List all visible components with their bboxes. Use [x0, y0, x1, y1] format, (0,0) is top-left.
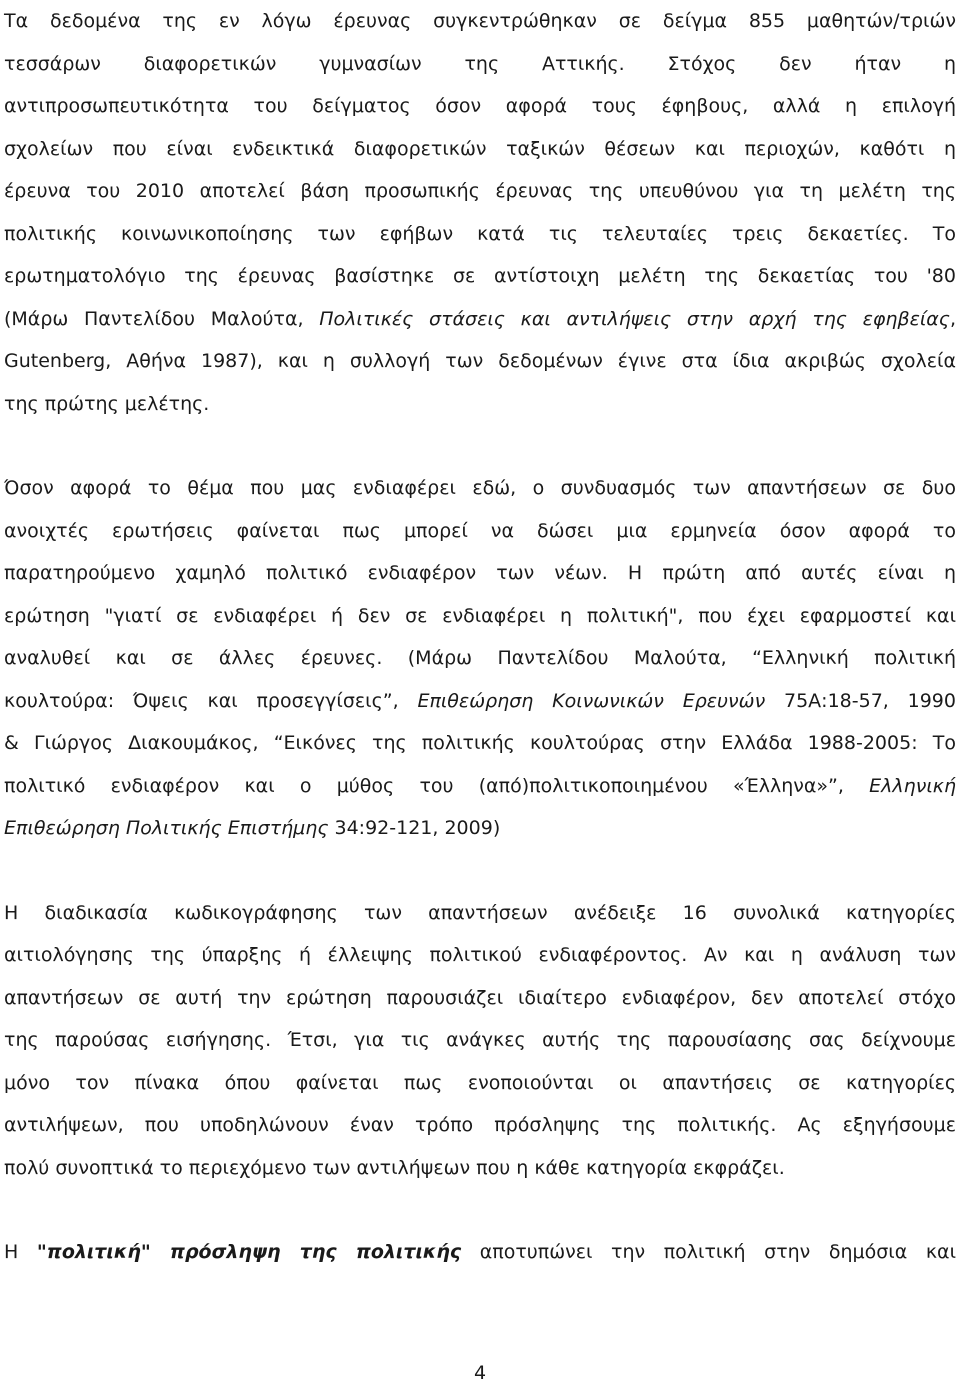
text-line: Gutenberg, Αθήνα 1987), και η συλλογή των δεδομένων έγινε στα ίδια ακριβώς σχολεία [4, 350, 956, 372]
paragraph-2 [4, 467, 956, 850]
text-line: παρατηρούμενο χαμηλό πολιτικό ενδιαφέρον των νέων. Η πρώτη από αυτές είναι η [4, 562, 956, 584]
text-line [4, 298, 956, 341]
text-line: απαντήσεων σε αυτή την ερώτηση παρουσιάζει ιδιαίτερο ενδιαφέρον, δεν αποτελεί στόχο [4, 986, 956, 1009]
text-line: πολύ συνοπτικά το περιεχόμενο των αντιλήψεων που η κάθε κατηγορία εκφράζει. [4, 1156, 785, 1179]
text-line: της πρώτης μελέτης. [4, 392, 210, 415]
page-number: 4 [473, 1362, 487, 1384]
text-line: αντιπροσωπευτικότητα του δείγματος όσον αφορά τους έφηβους, αλλά η επιλογή [4, 95, 956, 117]
paragraph-gap [4, 850, 956, 892]
text-line: ερωτηματολόγιο της έρευνας βασίστηκε σε αντίστοιχη μελέτη της δεκαετίας του '80 [4, 265, 956, 287]
text-line: & Γιώργος Διακουμάκος, “Εικόνες της πολιτικής κουλτούρας στην Ελλάδα 1988-2005: Το [4, 732, 956, 754]
text-line: αναλυθεί και σε άλλες έρευνες. (Μάρω Παντελίδου Μαλούτα, “Ελληνική πολιτική [4, 647, 956, 669]
paragraph-3 [4, 892, 956, 1190]
text-line: μόνο τον πίνακα όπου φαίνεται πως ενοποιούνται οι απαντήσεις σε κατηγορίες [4, 1071, 956, 1094]
text-run: Η [4, 1241, 37, 1263]
text-line [4, 807, 956, 850]
journal-title: Επιθεώρηση Πολιτικής Επιστήμης [4, 817, 329, 839]
text-line: Τα δεδομένα της εν λόγω έρευνας συγκεντρώθηκαν σε δείγμα 855 μαθητών/τριών [4, 10, 956, 32]
text-line [4, 680, 956, 723]
text-run: πολιτικό ενδιαφέρον και ο μύθος του (από)πολιτικοποιημένου «Έλληνα»”, [4, 774, 870, 797]
text-line: αντιλήψεων, που υποδηλώνουν έναν τρόπο πρόσληψης της πολιτικής. Ας εξηγήσουμε [4, 1114, 956, 1136]
paragraph-gap [4, 1189, 956, 1231]
text-line: Η διαδικασία κωδικογράφησης των απαντήσεων ανέδειξε 16 συνολικά κατηγορίες [4, 901, 956, 924]
paragraph-1 [4, 0, 956, 425]
text-line: τεσσάρων διαφορετικών γυμνασίων της Αττικής. Στόχος δεν ήταν η [4, 52, 956, 75]
text-line [4, 1231, 956, 1274]
text-line: σχολείων που είναι ενδεικτικά διαφορετικών ταξικών θέσεων και περιοχών, καθότι η [4, 137, 956, 160]
text-run: 75Α:18-57, 1990 [765, 689, 956, 712]
emphasis-term: "πολιτική" πρόσληψη της πολιτικής [36, 1241, 462, 1263]
paragraph-4 [4, 1231, 956, 1274]
text-line: ερώτηση "γιατί σε ενδιαφέρει ή δεν σε ενδιαφέρει η πολιτική", που έχει εφαρμοστεί και [4, 604, 956, 627]
text-run: κουλτούρα: Όψεις και προσεγγίσεις”, [4, 689, 418, 712]
text-run: αποτυπώνει την πολιτική στην δημόσια και [461, 1241, 957, 1263]
journal-title: Ελληνική [869, 774, 956, 797]
text-run: , [949, 307, 956, 330]
text-line [4, 765, 956, 808]
journal-title: Επιθεώρηση Κοινωνικών Ερευνών [417, 689, 766, 712]
text-run: (Μάρω Παντελίδου Μαλούτα, [4, 307, 320, 330]
text-line: ανοιχτές ερωτήσεις φαίνεται πως μπορεί να δώσει μια ερμηνεία όσον αφορά το [4, 519, 956, 542]
text-line: πολιτικής κοινωνικοποίησης των εφήβων κατά τις τελευταίες τρεις δεκαετίες. Το [4, 222, 956, 245]
text-line: Όσον αφορά το θέμα που μας ενδιαφέρει εδώ, ο συνδυασμός των απαντήσεων σε δυο [4, 477, 956, 499]
text-line: έρευνα του 2010 αποτελεί βάση προσωπικής έρευνας της υπευθύνου για τη μελέτη της [4, 180, 956, 202]
text-run: 34:92-121, 2009) [328, 817, 501, 839]
text-line: αιτιολόγησης της ύπαρξης ή έλλειψης πολιτικού ενδιαφέροντος. Αν και η ανάλυση των [4, 944, 956, 966]
paragraph-gap [4, 425, 956, 467]
text-line: της παρούσας εισήγησης. Έτσι, για τις ανάγκες αυτής της παρουσίασης σας δείχνουμε [4, 1029, 956, 1051]
book-title: Πολιτικές στάσεις και αντιλήψεις στην αρχή της εφηβείας [319, 307, 950, 330]
document-page [4, 0, 956, 1274]
